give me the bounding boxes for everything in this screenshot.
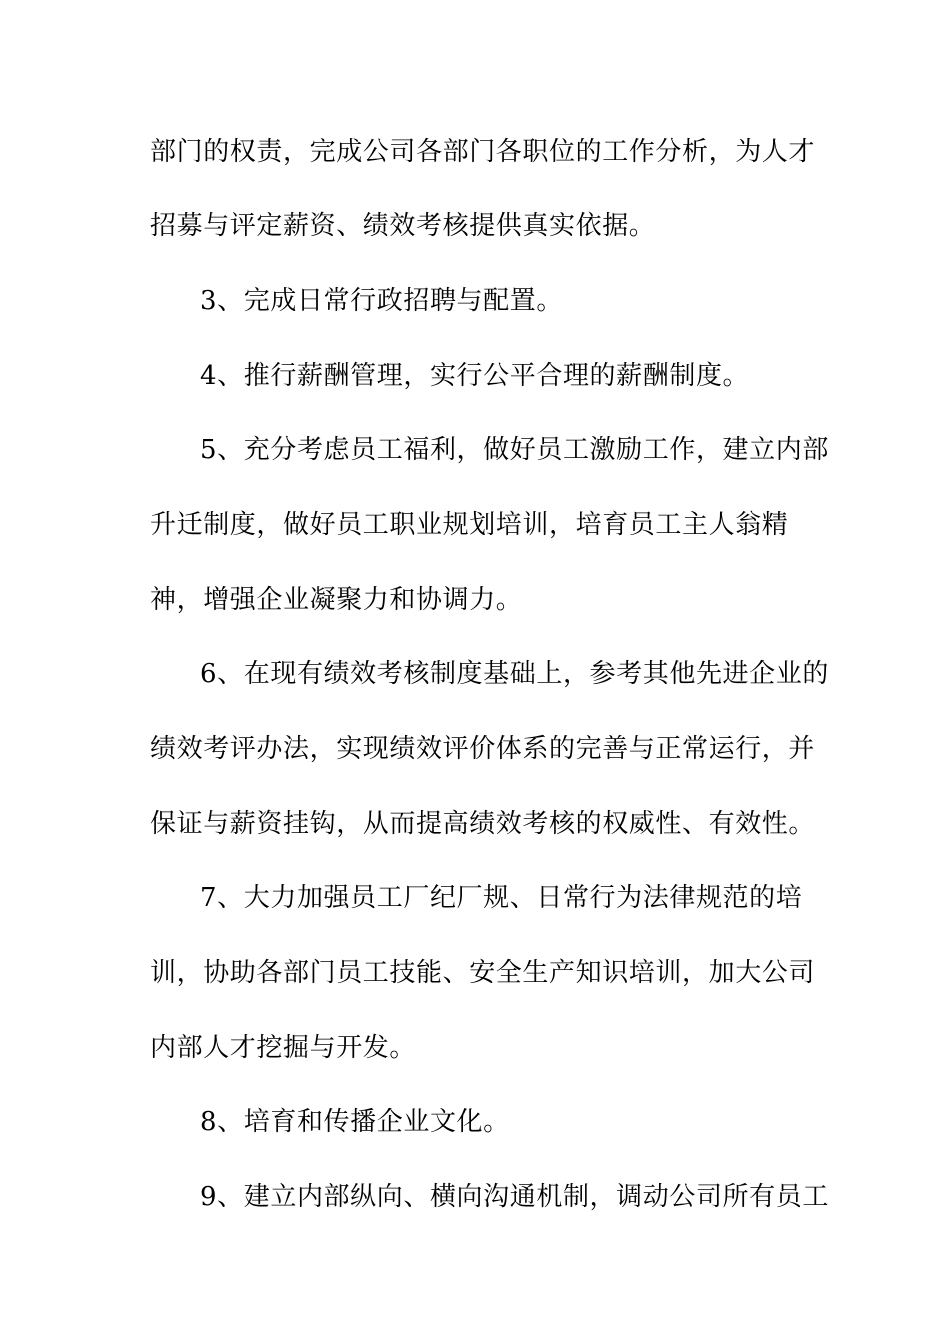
list-item-9: 9、建立内部纵向、横向沟通机制，调动公司所有员工 — [200, 1182, 829, 1212]
text-line: 内部人才挖掘与开发。 — [150, 1033, 417, 1063]
text-line: 部门的权责，完成公司各部门各职位的工作分析，为人才 — [150, 137, 816, 167]
list-item-5: 5、充分考虑员工福利，做好员工激励工作，建立内部 — [200, 435, 829, 465]
text-line: 训，协助各部门员工技能、安全生产知识培训，加大公司 — [150, 958, 816, 988]
text-line: 绩效考评办法，实现绩效评价体系的完善与正常运行，并 — [150, 734, 816, 764]
text-line: 招募与评定薪资、绩效考核提供真实依据。 — [150, 211, 656, 241]
list-item-6: 6、在现有绩效考核制度基础上，参考其他先进企业的 — [200, 659, 829, 689]
text-line: 升迁制度，做好员工职业规划培训，培育员工主人翁精 — [150, 510, 789, 540]
text-line: 保证与薪资挂钩，从而提高绩效考核的权威性、有效性。 — [150, 809, 816, 839]
list-item-3: 3、完成日常行政招聘与配置。 — [200, 286, 563, 316]
list-item-7: 7、大力加强员工厂纪厂规、日常行为法律规范的培 — [200, 883, 803, 913]
text-line: 神，增强企业凝聚力和协调力。 — [150, 585, 523, 615]
list-item-8: 8、培育和传播企业文化。 — [200, 1107, 510, 1137]
list-item-4: 4、推行薪酬管理，实行公平合理的薪酬制度。 — [200, 361, 750, 391]
